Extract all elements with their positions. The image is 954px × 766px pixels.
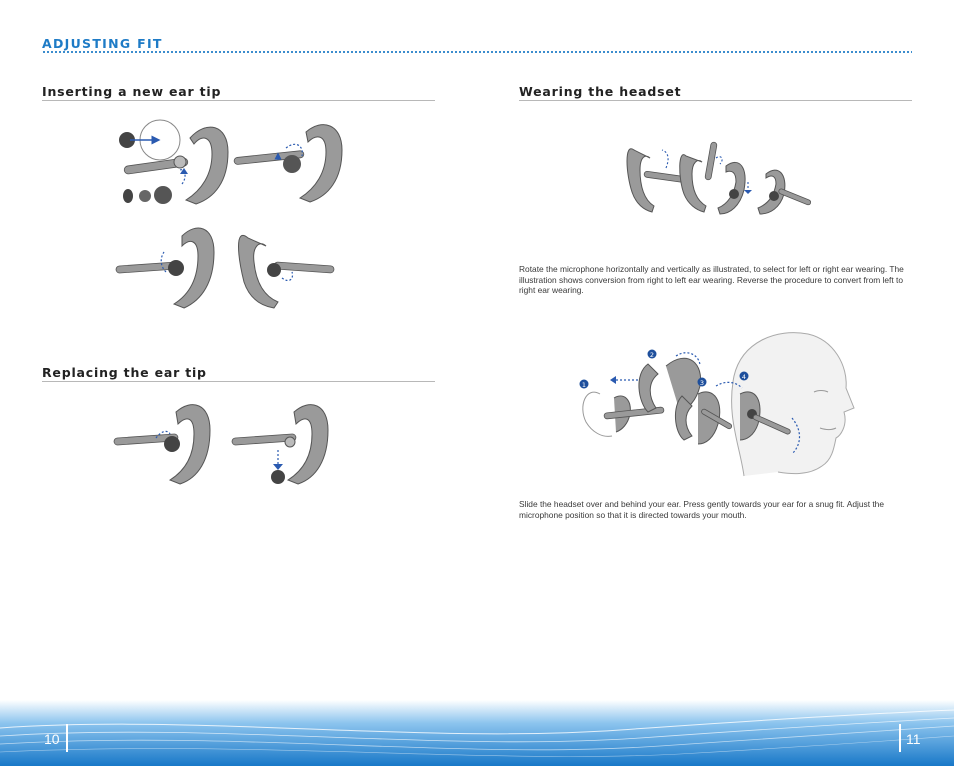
- headset-figure-4: [239, 235, 335, 308]
- headset-figure-3: [116, 228, 214, 308]
- replacing-ear-tip-heading: Replacing the ear tip: [42, 365, 207, 380]
- svg-text:1: 1: [581, 381, 587, 389]
- page-number-right: 11: [906, 731, 921, 747]
- headset-figure-10: [758, 170, 811, 214]
- svg-text:3: 3: [699, 379, 705, 387]
- headset-figure-9: [718, 162, 752, 214]
- svg-text:4: 4: [741, 373, 747, 381]
- rotate-microphone-text: Rotate the microphone horizontally and vertically as illustrated, to select for left or right ear wearing. The illustration shows conversion from right to left ear wearing. Reverse the procedure to convert from left to right ear wearing.: [519, 264, 904, 296]
- headset-figure-13: [675, 392, 732, 444]
- page-number-left: 10: [44, 731, 60, 747]
- step-marker-1: [580, 380, 589, 390]
- svg-text:2: 2: [649, 351, 655, 359]
- wearing-headset-heading: Wearing the headset: [519, 84, 682, 99]
- heading-underline: [519, 100, 912, 101]
- heading-underline: [42, 381, 435, 382]
- inserting-ear-tip-illustration: [110, 112, 350, 317]
- dotted-divider: [42, 51, 912, 53]
- footer-wave-banner: [0, 700, 954, 766]
- headset-figure-12: [639, 358, 701, 412]
- replacing-ear-tip-illustration: [110, 400, 340, 495]
- slide-headset-text: Slide the headset over and behind your ear. Press gently towards your ear for a snug fit. Adjust the microphone position so that it is directed towards your mouth.: [519, 499, 884, 520]
- rotate-microphone-illustration: [622, 134, 814, 218]
- step-marker-2: [648, 350, 657, 360]
- headset-figure-7: [627, 149, 688, 212]
- wearing-steps-illustration: [576, 326, 858, 480]
- page-divider-left: [66, 724, 68, 752]
- headset-figure-1: [119, 120, 228, 204]
- headset-figure-2: [234, 125, 342, 202]
- inserting-ear-tip-heading: Inserting a new ear tip: [42, 84, 222, 99]
- section-title: ADJUSTING FIT: [42, 36, 163, 51]
- page-divider-right: [899, 724, 901, 752]
- headset-figure-8: [680, 142, 722, 212]
- heading-underline: [42, 100, 435, 101]
- headset-figure-6: [232, 405, 328, 484]
- headset-figure-5: [114, 405, 210, 484]
